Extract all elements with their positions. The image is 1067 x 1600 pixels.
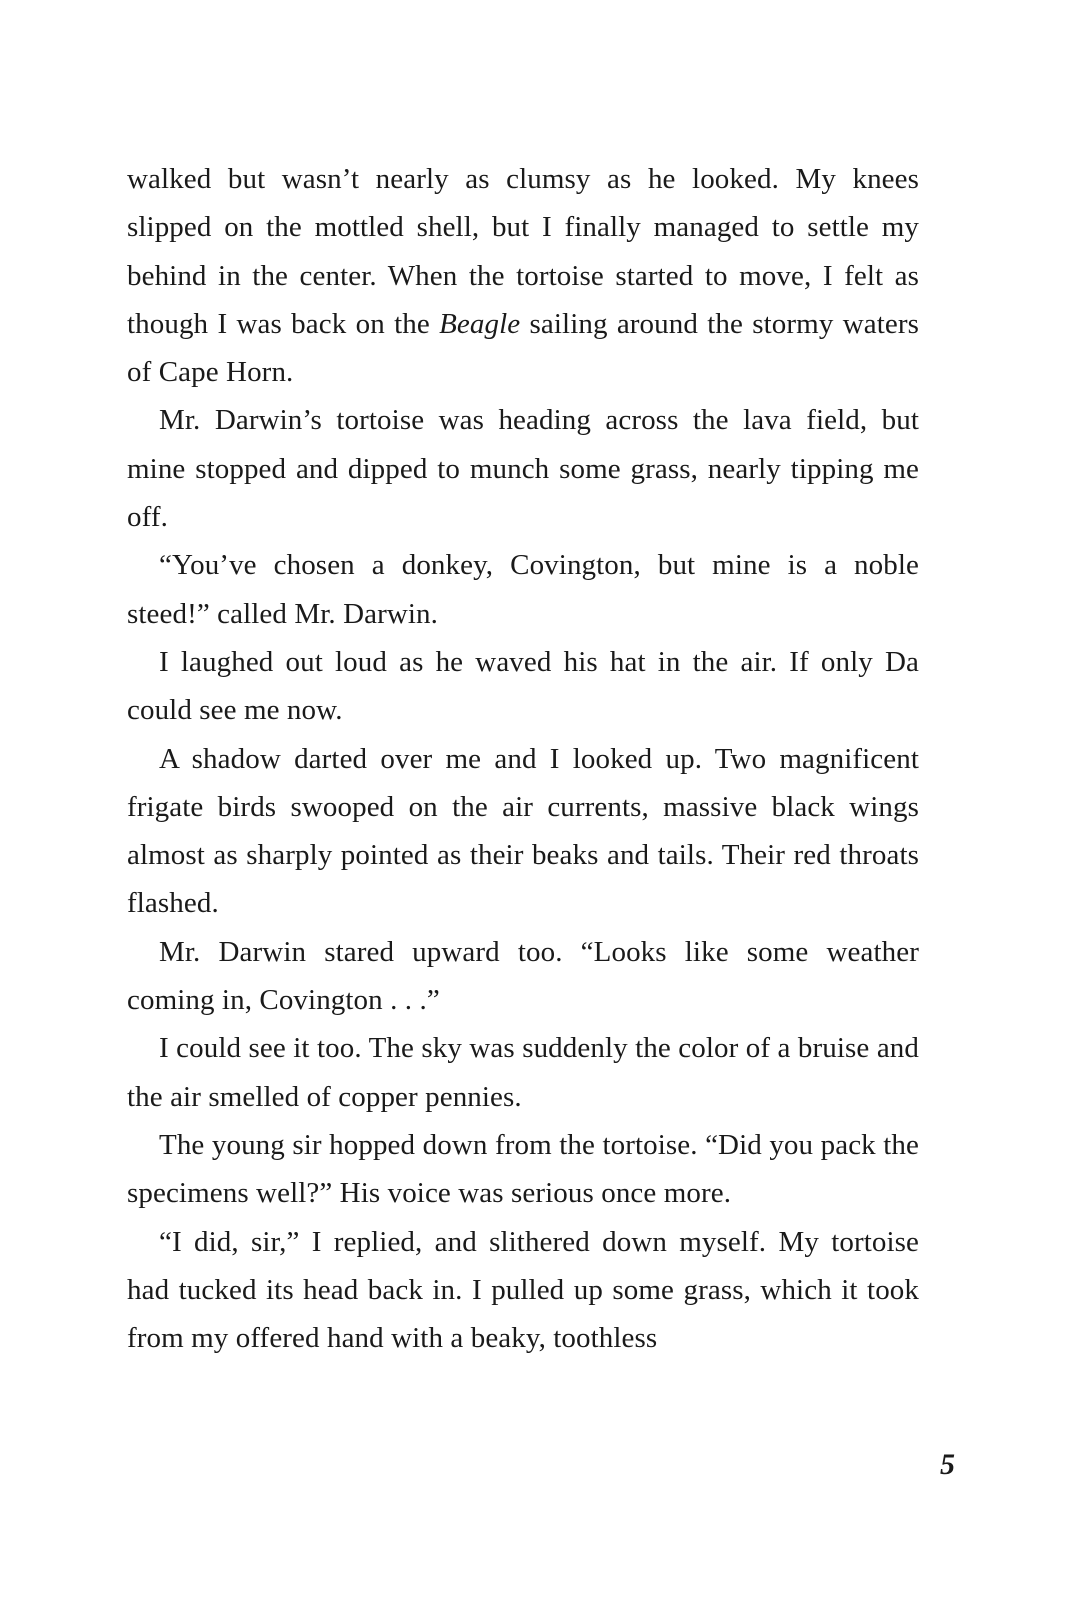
paragraph-4: I laughed out loud as he waved his hat in the air. If only Da could see me now. — [127, 645, 919, 727]
paragraph-1-text-end: sailing around the stormy waters of Cape Horn. — [127, 307, 919, 389]
paragraph-1-text-start: walked but wasn’t nearly as clumsy as he looked. My knees slipped on the mottled shell, but I finally managed to settle my behind in the center. When the tortoise started to move, I felt as though I was back on the — [127, 163, 919, 340]
paragraph-3: “You’ve chosen a donkey, Covington, but mine is a noble steed!” called Mr. Darwin. — [127, 549, 919, 630]
page-body — [127, 155, 919, 1362]
paragraph-9: “I did, sir,” I replied, and slithered down myself. My tortoise had tucked its head back in. I pulled up some grass, which it took from my offered hand with a beaky, toothless — [127, 1225, 919, 1355]
paragraph-6: Mr. Darwin stared upward too. “Looks like some weather coming in, Covington . . .” — [127, 935, 919, 1017]
page-number: 5 — [940, 1448, 955, 1481]
paragraph-1 — [127, 155, 919, 396]
paragraph-7: I could see it too. The sky was suddenly the color of a bruise and the air smelled of copper pennies. — [127, 1032, 919, 1113]
paragraph-8: The young sir hopped down from the tortoise. “Did you pack the specimens well?” His voice was serious once more. — [127, 1128, 919, 1210]
ship-name-beagle: Beagle — [439, 307, 521, 340]
paragraph-2: Mr. Darwin’s tortoise was heading across the lava field, but mine stopped and dipped to munch some grass, nearly tipping me off. — [127, 404, 919, 534]
paragraph-5: A shadow darted over me and I looked up. Two magnificent frigate birds swooped on the air currents, massive black wings almost as sharply pointed as their beaks and tails. Their red throats flashed. — [127, 742, 919, 920]
